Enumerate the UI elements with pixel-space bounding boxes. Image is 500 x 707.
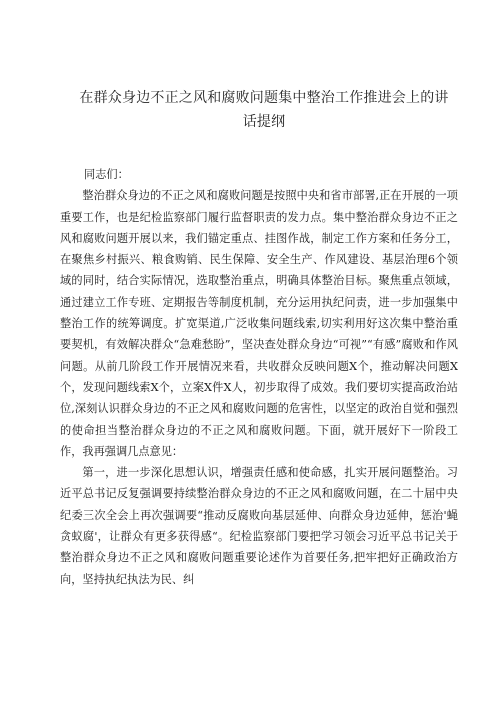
document-body [60,164,458,590]
document-title: 在群众身边不正之风和腐败问题集中整治工作推进会上的讲话提纲 [79,90,449,130]
paragraph-1: 整治群众身边的不正之风和腐败问题是按照中央和省市部署,正在开展的一项重要工作，也是纪检监察部门履行监督职责的发力点。集中整治群众身边不正之风和腐败问题开展以来，我们锚定重点、挂图作战，制定工作方案和任务分工，在聚焦乡村振兴、粮食购销、民生保障、安全生产、作风建设、基层治理6个领域的同时，结合实际情况，选取整治重点，明确具体整治目标。聚焦重点领域，通过建立工作专班、定期报告等制度机制，充分运用执纪问责，进一步加强集中整治工作的统筹调度。扩宽渠道,广泛收集问题线索,切实利用好这次集中整治重要契机，有效解决群众“急难愁盼”，坚决查处群众身边“可视”“有感”腐败和作风问题。从前几阶段工作开展情况来看，共收群众反映问题X个，推动解决问题X个，发现问题线索X个，立案X件X人，初步取得了成效。我们要切实提高政治站位,深刻认识群众身边的不正之风和腐败问题的危害性，以坚定的政治自觉和强烈的使命担当整治群众身边的不正之风和腐败问题。下面，就开展好下一阶段工作，我再强调几点意见： [60,189,458,458]
salutation: 同志们： [84,168,129,181]
paragraph-2: 第一，进一步深化思想认识，增强责任感和使命感，扎实开展问题整治。习近平总书记反复强调要持续整治群众身边的不正之风和腐败问题，在二十届中央纪委三次全会上再次强调要“推动反腐败向基层延伸、向群众身边延伸，惩治'蝇贪蚁腐'，让群众有更多获得感“。纪检监察部门要把学习领会习近平总书记关于整治群众身边不正之风和腐败问题重要论述作为首要任务,把牢把好正确政治方向，坚持执纪执法为民、纠 [60,466,458,586]
